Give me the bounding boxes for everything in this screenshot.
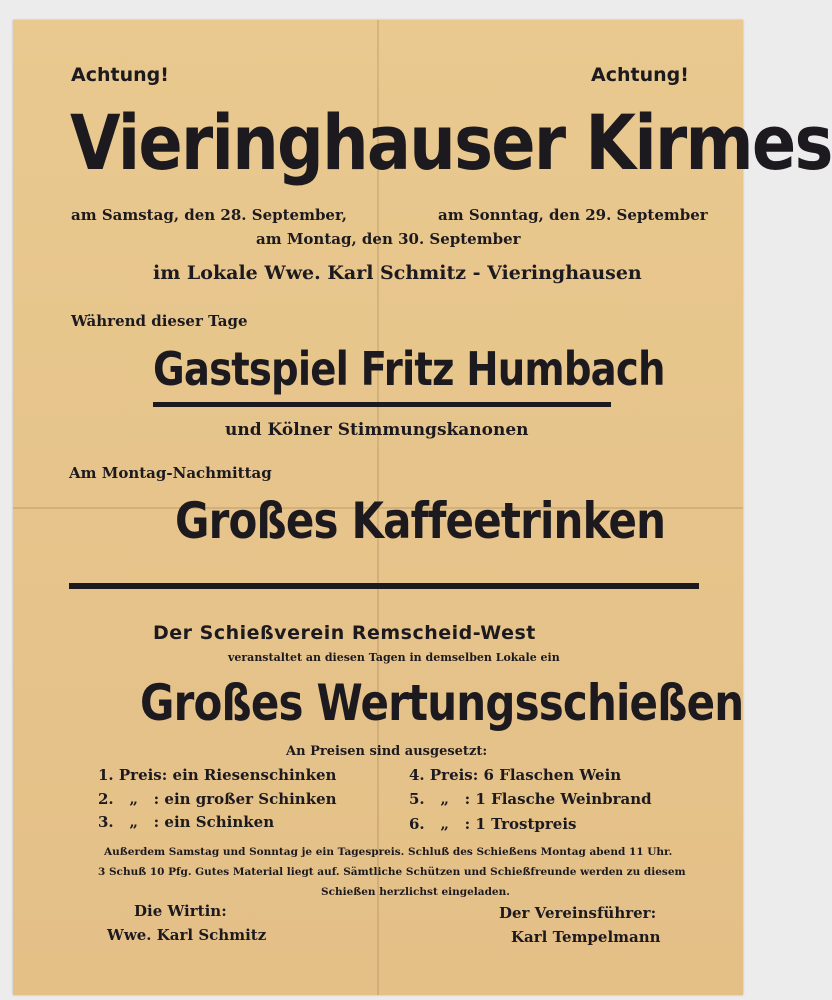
prize-item: 1 Trostpreis	[475, 815, 577, 833]
prize-item: 6 Flaschen Wein	[483, 766, 622, 784]
host-label: Die Wirtin:	[134, 902, 227, 920]
shooting-event-title: Großes Wertungsschießen	[140, 674, 744, 732]
poster	[13, 20, 832, 995]
during-days-label: Während dieser Tage	[71, 312, 248, 330]
section-divider	[69, 583, 699, 589]
attention-left: Achtung!	[71, 64, 169, 86]
prize-number: 5. „ :	[409, 790, 471, 808]
prize-item: ein großer Schinken	[164, 790, 337, 808]
date-monday: am Montag, den 30. September	[256, 230, 521, 248]
club-intro: veranstaltet an diesen Tagen in demselben Lokale ein	[228, 651, 560, 664]
prize-4	[409, 766, 621, 784]
prize-number: 6. „ :	[409, 815, 471, 833]
date-sunday: am Sonntag, den 29. September	[438, 206, 708, 224]
prize-number: 4. Preis:	[409, 766, 479, 784]
prizes-heading: An Preisen sind ausgesetzt:	[286, 744, 488, 759]
monday-afternoon-label: Am Montag-Nachmittag	[69, 464, 272, 482]
guest-performance-title: Gastspiel Fritz Humbach	[153, 342, 665, 396]
venue: im Lokale Wwe. Karl Schmitz - Vieringhausen	[153, 262, 642, 284]
guest-subtitle: und Kölner Stimmungskanonen	[225, 420, 529, 440]
prize-item: ein Schinken	[164, 813, 275, 831]
prize-2	[98, 790, 337, 808]
leader-name: Karl Tempelmann	[511, 928, 661, 946]
guest-underline	[153, 402, 611, 407]
note-line-3: Schießen herzlichst eingeladen.	[321, 886, 510, 898]
prize-6	[409, 815, 577, 833]
prize-number: 3. „ :	[98, 813, 160, 831]
coffee-event-title: Großes Kaffeetrinken	[175, 492, 666, 550]
note-line-2: 3 Schuß 10 Pfg. Gutes Material liegt auf. Sämtliche Schützen und Schießfreunde werden zu diesem	[98, 866, 686, 878]
attention-right: Achtung!	[591, 64, 689, 86]
prize-number: 2. „ :	[98, 790, 160, 808]
main-title: Vieringhauser Kirmes	[70, 98, 832, 187]
prize-item: 1 Flasche Weinbrand	[475, 790, 652, 808]
leader-label: Der Vereinsführer:	[499, 904, 657, 922]
club-name: Der Schießverein Remscheid-West	[153, 622, 536, 644]
prize-1	[98, 766, 336, 784]
host-name: Wwe. Karl Schmitz	[107, 926, 267, 944]
prize-number: 1. Preis:	[98, 766, 168, 784]
prize-5	[409, 790, 652, 808]
note-line-1: Außerdem Samstag und Sonntag je ein Tagespreis. Schluß des Schießens Montag abend 11 Uhr.	[104, 846, 673, 858]
prize-item: ein Riesenschinken	[172, 766, 337, 784]
date-saturday: am Samstag, den 28. September,	[71, 206, 348, 224]
prize-3	[98, 813, 274, 831]
